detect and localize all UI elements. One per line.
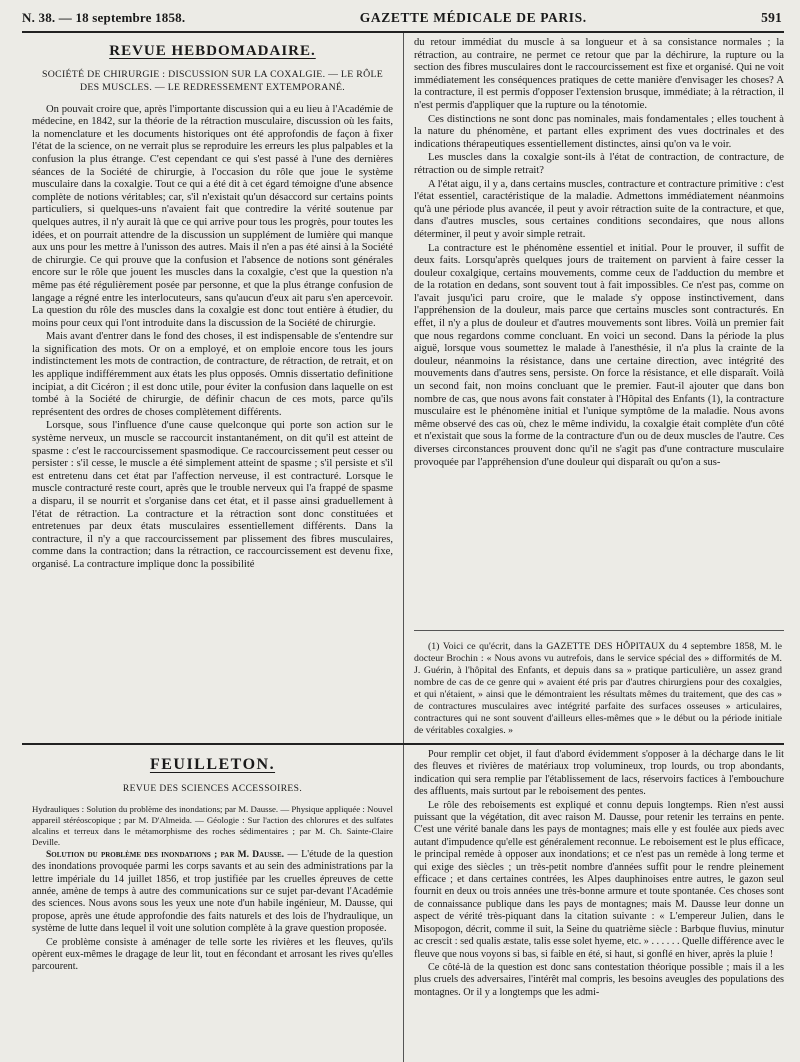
feuilleton-lead-paragraph (32, 849, 393, 936)
revue-right-paragraph: La contracture est le phénomène essentiel et initial. Pour le prouver, il suffit de deux faits. Lorsqu'après quelques jours de traitement on parvient à faire cesser la douleur coxalgique, certains mouvements, comme ceux de l'adduction du membre et de la rotation en dedans, sont souvent tout à fait impossibles. Ce n'est pas, comme on l'avait jusqu'ici paru croire, que le malade s'y oppose instinctivement, dans l'appréhension de la douleur, mais parce que certains muscles sont contracturés. En effet, il n'y a plus de douleur et d'autres mouvements sont libres. Voilà un premier fait que nous regardons comme concluant. En voici un second. Dans la période la plus aiguë, lorsque vous soumettez le malade à l'anesthésie, il n'a plus la crainte de la douleur, néanmoins la résistance, dans une certaine direction, avec intégrité des mouvements dans d'autres sens, persiste. On force la résistance, et elle disparaît. Voilà un second fait, non moins concluant que le premier. Faut-il ajouter que dans bon nombre de cas, que nous avons fait constater à l'Hôpital des Enfants (1), la contracture musculaire est le phénomène initial et l'unique symptôme de la maladie. Nous avons même observé des cas où, chez le même individu, la coxalgie était complète d'un côté et n'existait que sous la forme de la contracture d'un ou de deux muscles de l'autre. Ces diverses circonstances prouvent donc qu'il ne s'agit pas d'une contracture musculaire provoquée par l'appréhension d'une douleur qui disparaît ou qu'on a sus- (414, 242, 784, 468)
revue-right-paragraph: A l'état aigu, il y a, dans certains muscles, contracture et contracture primitive : c'est l'état essentiel, caractéristique de la maladie. Admettons immédiatement néanmoins qu'à une période plus avancée, il peut y avoir rétraction suite de la contracture, et que, dans d'autres muscles, sous certaines conditions secondaires, que nous allons déterminer, il peut y avoir simple retrait. (414, 178, 784, 240)
feuilleton-subtitle: REVUE DES SCIENCES ACCESSOIRES. (122, 784, 303, 795)
revue-left-paragraph: Mais avant d'entrer dans le fond des choses, il est indispensable de s'entendre sur la signification des mots. Or on a employé, et on emploie encore tous les jours indistinctement les mots de contraction, de contracture, de rétraction, de retrait, et on les applique indifféremment aux états les plus opposés. Omnis dissertatio definitione incipiat, a dit Cicéron ; il est donc utile, pour éviter la confusion dans laquelle on est tombé à la Société de chirurgie, de définir chacun de ces mots, parce qu'ils représentent des ordres de choses complètement différents. (32, 331, 393, 418)
feuilleton-right-paragraph: Pour remplir cet objet, il faut d'abord évidemment s'opposer à la décharge dans le lit des fleuves et rivières de matériaux trop volumineux, trop lourds, ou trop abondants, indication qui sera remplie par l'établissement de lacs, réservoirs factices à l'embouchure des affluents, mais surtout par le reboisement des pentes. (414, 749, 784, 798)
revue-left-column (22, 33, 403, 743)
feuilleton-right-paragraph: Le rôle des reboisements est expliqué et connu depuis longtemps. Rien n'est aussi puissant que la végétation, dit avec raison M. Dausse, pour retenir les terrains en pente. C'est une vérité banale dans les pays de montagnes; mais elle y est foulée aux pieds avec autant d'impudence qu'elle est généralement reconnue. Le reboisement est le plus efficace, le principal remède à opposer aux inondations; et ce n'est pas un remède à long terme et qui exige des siècles ; un très-petit nombre d'années suffit pour le rendre pleinement efficace ; et dans certaines contrées, les Alpes dauphinoises entre autres, le gazon seul fournit en deux ou trois années une très-bonne armure et toute spontanée. Ces choses sont de connaissance publique dans les pays de montagnes; mais M. Dausse leur donne un aspect de vérité très-piquant dans la citation suivante : « L'empereur Julien, dans le Misopogon, décrit, comme il suit, la Seine du quatrième siècle : Barbque fluvius, minutur ac crescit : sed qualis æstate, talis esse solet hyeme, etc. » . . . . . . Quelle différence avec le fleuve que nous voyons si bas, si faible en été, si haut, si gonflé en hiver, après la pluie ! (414, 799, 784, 960)
revue-left-paragraph: Lorsque, sous l'influence d'une cause quelconque qui porte son action sur le système nerveux, un muscle se raccourcit instantanément, on dit qu'il est atteint de spasme : c'est le raccourcissement spasmodique. Ce raccourcissement peut cesser ou persister : s'il cesse, le muscle a été simplement atteint de spasme ; s'il persiste et s'il est entretenu dans cet état par l'affection nerveuse, il est contracturé. Lorsque le muscle contracturé reste court, après que le trouble nerveux qui l'a frappé de spasme a disparu, il se nourrit et s'organise dans cet état, et il passe ainsi graduellement à l'état de rétraction. La contracture et la rétraction sont donc constituées et entretenues par deux états musculaires essentiellement différents. Dans la contracture, il n'y a que raccourcissement par plissement des fibres musculaires, comme dans la contraction; dans la rétraction, ce raccourcissement est devenu fixe, organisé. La contracture implique donc la possibilité (32, 420, 393, 570)
journal-title: GAZETTE MÉDICALE DE PARIS. (359, 10, 587, 25)
running-head (22, 10, 784, 33)
footnote-text: (1) Voici ce qu'écrit, dans la GAZETTE DES HÔPITAUX du 4 septembre 1858, M. le docteur Brochin : « Nous avons vu autrefois, dans le service spécial des » difformités de M. J. Guérin, à l'hôpital des Enfants, et depuis dans sa » pratique particulière, un assez grand nombre de cas de ce genre qui » avaient été pris par d'autres chirurgiens pour des coxalgies, et qui n'étaient, » ainsi que le démontraient les résultats mêmes du traitement, que des cas » de contractures musculaires avec intégrité parfaite des surfaces osseuses » articulaires, contractures qui ne sont souvent d'ailleurs elles-mêmes que » le début ou la période initiale de véritables coxalgies. » (414, 641, 782, 736)
footnote (414, 641, 784, 737)
revue-right-paragraph: Ces distinctions ne sont donc pas nominales, mais fondamentales ; elles touchent à la nature du phénomène, et partant elles expriment des vues doctrinales et des indications thérapeutiques essentiellement distinctes, ainsi qu'on va le voir. (414, 113, 784, 150)
feuilleton-right-paragraph: Ce côté-là de la question est donc sans contestation théorique possible ; mais il a les plus cruels des adversaires, l'intérêt mal compris, les besoins aveugles des populations des montagnes. Or il y a longtemps que les admi- (414, 961, 784, 998)
revue-right-paragraph: Les muscles dans la coxalgie sont-ils à l'état de contraction, de contracture, de rétraction ou de simple retrait? (414, 152, 784, 176)
feuilleton-left-paragraph: Ce problème consiste à aménager de telle sorte les rivières et les fleuves, qu'ils opèrent eux-mêmes le dragage de leur lit, tout en fécondant et arrosant les rives qu'elles parcourent. (32, 936, 393, 973)
feuilleton-left-column (22, 745, 403, 1062)
feuilleton-summary: Hydrauliques : Solution du problème des inondations; par M. Dausse. — Physique appliquée : Nouvel appareil stéréoscopique ; par M. D'Almeida. — Géologie : Sur l'action des chlorures et des sulfates alcalins et terreux dans le métamorphisme des roches sédimentaires ; par M. Ch. Sainte-Claire Deville. (32, 803, 393, 847)
revue-section (22, 33, 784, 745)
issue-date: N. 38. — 18 septembre 1858. (22, 10, 186, 25)
feuilleton-section (22, 745, 784, 1062)
feuilleton-lead-text: — L'étude de la question des inondations provoquée parmi les corps savants et au sein des administrations par la lettre impériale du 14 juillet 1856, et trop justifiée par les cruelles épreuves de cette année, amène de temps à autre des communications sur ce sujet par-devant l'Académie des sciences. Nous avons sous les yeux une note d'un habile ingénieur, M. Dausse, qui propose, après une étude approfondie des faits naturels et des lois de l'hydraulique, un système de lutte dans lequel il voit une solution complète à la grave question proposée. (32, 848, 393, 935)
revue-left-paragraph: On pouvait croire que, après l'importante discussion qui a eu lieu à l'Académie de médecine, en 1842, sur la théorie de la rétraction musculaire, discussion où les faits, la nomenclature et les documents historiques ont été approfondis de façon à fixer l'état de la science, on ne verrait plus se reproduire les erreurs les plus palpables et la confusion la plus étrange. C'est cependant ce qui s'est passé à l'une des dernières séances de la Société de chirurgie, à l'occasion du rôle que joue le système musculaire dans la coxalgie. Tout ce qui a été dit à cet égard témoigne d'une absence complète de notions véritables; car, s'il n'existait qu'un désaccord sur certains points particuliers, si quelques-uns n'avaient fait que contredire la vérité soutenue par quelques autres, il n'y aurait là que ce qui arrive pour tous les progrès, pour toutes les idées, et on pourrait attendre de la discussion un supplément de lumière qui manque aux uns pour les mettre à l'unisson des autres. Mais il n'en a pas été ainsi à la Société de chirurgie. Ce qui prouve que la confusion et l'absence de notions sont générales encore sur le rôle que jouent les muscles dans la coxalgie, c'est que la question n'a même pas été régulièrement posée par personne, et que la plus étrange confusion de langage a régné entre les interlocuteurs, sans qu'aucun d'eux ait paru s'en apercevoir. La question du rôle des muscles dans la coxalgie est donc tout entière à étudier, du moins pour ceux qui l'ont introduite dans la discussion de la Société de chirurgie. (32, 103, 393, 329)
revue-subtitle: SOCIÉTÉ DE CHIRURGIE : DISCUSSION SUR LA COXALGIE. — LE RÔLE DES MUSCLES. — LE REDRESSEMENT EXTEMPORANÉ. (41, 68, 384, 93)
feuilleton-right-column (403, 745, 784, 1062)
feuilleton-title: FEUILLETON. (149, 756, 276, 773)
revue-right-paragraph: du retour immédiat du muscle à sa longueur et à sa consistance normales ; la rétraction, au contraire, ne permet ce retour que par la déchirure, la rupture ou la section des fibres musculaires dont le raccourcissement est fixe et organisé. Qui ne voit immédiatement les conséquences pratiques de cette manière d'envisager les choses? A la contracture, il est permis d'opposer l'extension brusque, immédiate; à la rétraction, il n'est permis d'appliquer que la rupture ou la ténotomie. (414, 37, 784, 111)
feuilleton-lead-heading: Solution du problème des inondations ; par M. Dausse. (46, 849, 285, 860)
revue-right-text (414, 37, 784, 622)
revue-right-column (403, 33, 784, 743)
footnote-divider (414, 630, 784, 631)
revue-title: REVUE HEBDOMADAIRE. (109, 43, 316, 59)
page-number: 591 (761, 10, 782, 25)
